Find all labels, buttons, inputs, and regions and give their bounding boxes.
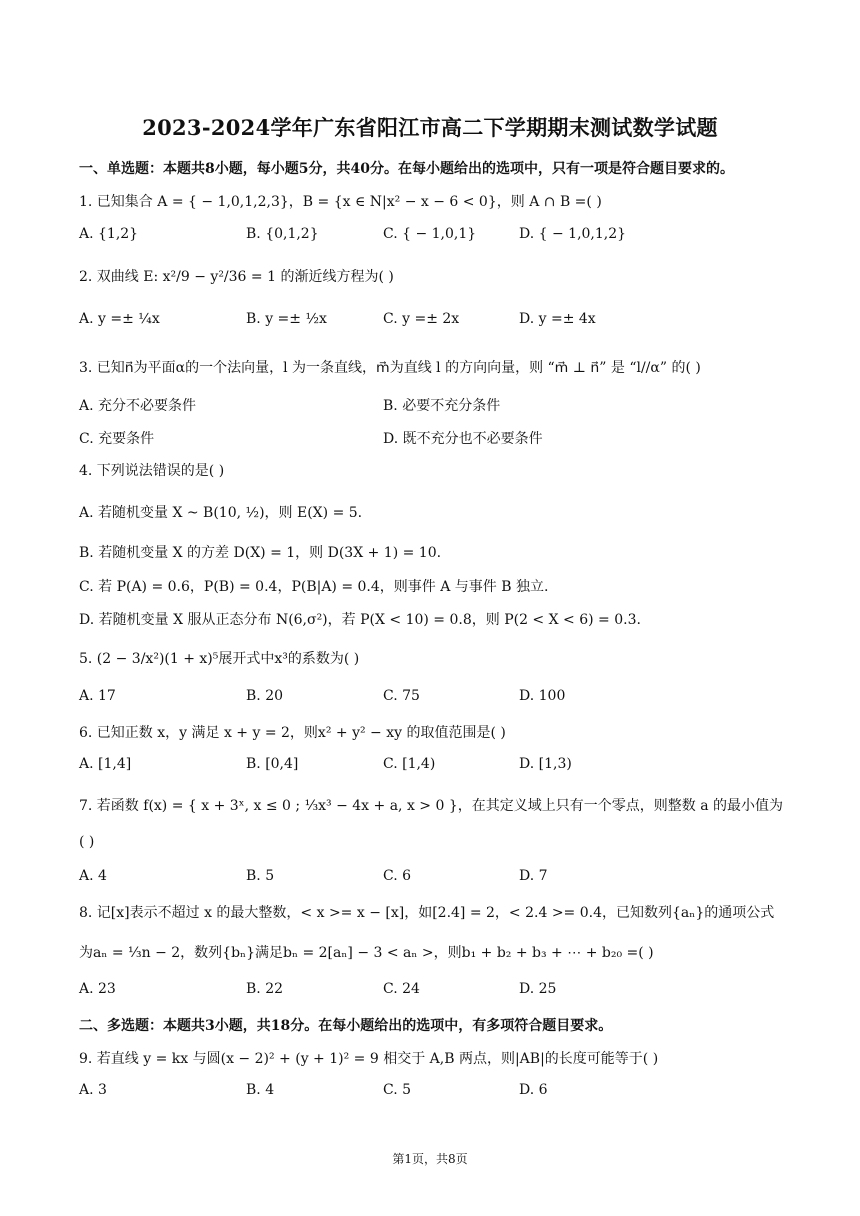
- question-3-option-a: A. 充分不必要条件: [79, 398, 197, 414]
- question-9-stem: 9. 若直线 y = kx 与圆(x − 2)² + (y + 1)² = 9 相交于 A,B 两点，则|AB|的长度可能等于( ): [79, 1051, 659, 1067]
- section-heading-single-choice: 一、单选题：本题共8小题，每小题5分，共40分。在每小题给出的选项中，只有一项是符合题目要求的。: [79, 161, 734, 177]
- question-7-stem-continued: ( ): [79, 834, 95, 850]
- question-3-option-d: D. 既不充分也不必要条件: [383, 431, 543, 447]
- question-5-stem: 5. (2 − 3/x²)(1 + x)⁵展开式中x³的系数为( ): [79, 651, 360, 667]
- question-2-option-c: C. y =± 2x: [383, 311, 460, 327]
- question-1-option-a: A. {1,2}: [79, 226, 139, 242]
- question-9-option-a: A. 3: [79, 1082, 107, 1098]
- question-6-option-a: A. [1,4]: [79, 756, 132, 772]
- question-9-option-d: D. 6: [519, 1082, 548, 1098]
- question-7-option-c: C. 6: [383, 868, 412, 884]
- question-7-option-b: B. 5: [246, 868, 275, 884]
- question-4-option-c: C. 若 P(A) = 0.6，P(B) = 0.4，P(B|A) = 0.4，则事件 A 与事件 B 独立.: [79, 579, 549, 595]
- question-1-option-d: D. { − 1,0,1,2}: [519, 226, 627, 242]
- question-7-option-d: D. 7: [519, 868, 548, 884]
- page-footer: 第1页，共8页: [392, 1152, 468, 1166]
- question-1-stem: 1. 已知集合 A = { − 1,0,1,2,3}，B = {x ∈ N|x² − x − 6 < 0}，则 A ∩ B =( ): [79, 194, 602, 210]
- question-4-stem: 4. 下列说法错误的是( ): [79, 463, 225, 479]
- question-5-option-d: D. 100: [519, 688, 566, 704]
- question-4-option-d: D. 若随机变量 X 服从正态分布 N(6,σ²)，若 P(X < 10) = 0.8，则 P(2 < X < 6) = 0.3.: [79, 612, 641, 628]
- question-9-option-c: C. 5: [383, 1082, 412, 1098]
- question-6-option-b: B. [0,4]: [246, 756, 299, 772]
- question-8-option-b: B. 22: [246, 981, 284, 997]
- question-5-option-c: C. 75: [383, 688, 420, 704]
- question-1-option-b: B. {0,1,2}: [246, 226, 319, 242]
- question-5-option-b: B. 20: [246, 688, 284, 704]
- section-heading-multiple-choice: 二、多选题：本题共3小题，共18分。在每小题给出的选项中，有多项符合题目要求。: [79, 1018, 613, 1034]
- question-8-option-a: A. 23: [79, 981, 116, 997]
- question-6-stem: 6. 已知正数 x，y 满足 x + y = 2，则x² + y² − xy 的取值范围是( ): [79, 725, 506, 741]
- question-8-stem-continued: 为aₙ = ⅓n − 2，数列{bₙ}满足bₙ = 2[aₙ] − 3 < aₙ >，则b₁ + b₂ + b₃ + ⋯ + b₂₀ =( ): [79, 945, 654, 961]
- question-2-option-b: B. y =± ½x: [246, 311, 327, 327]
- question-5-option-a: A. 17: [79, 688, 116, 704]
- question-6-option-d: D. [1,3): [519, 756, 572, 772]
- question-6-option-c: C. [1,4): [383, 756, 436, 772]
- question-2-stem: 2. 双曲线 E: x²/9 − y²/36 = 1 的渐近线方程为( ): [79, 269, 394, 285]
- question-3-option-c: C. 充要条件: [79, 431, 155, 447]
- question-8-stem: 8. 记[x]表示不超过 x 的最大整数，< x >= x − [x]，如[2.4] = 2，< 2.4 >= 0.4，已知数列{aₙ}的通项公式: [79, 905, 775, 921]
- question-8-option-c: C. 24: [383, 981, 420, 997]
- question-8-option-d: D. 25: [519, 981, 557, 997]
- question-4-option-b: B. 若随机变量 X 的方差 D(X) = 1，则 D(3X + 1) = 10.: [79, 545, 442, 561]
- question-3-option-b: B. 必要不充分条件: [383, 398, 501, 414]
- question-2-option-a: A. y =± ¼x: [79, 311, 160, 327]
- question-7-stem: 7. 若函数 f(x) = { x + 3ˣ, x ≤ 0 ; ⅓x³ − 4x + a, x > 0 }，在其定义域上只有一个零点，则整数 a 的最小值为: [79, 798, 783, 814]
- question-2-option-d: D. y =± 4x: [519, 311, 596, 327]
- question-9-option-b: B. 4: [246, 1082, 275, 1098]
- page-title: 2023-2024学年广东省阳江市高二下学期期末测试数学试题: [142, 115, 718, 140]
- question-4-option-a: A. 若随机变量 X ~ B(10, ½)，则 E(X) = 5.: [79, 505, 363, 521]
- question-3-stem: 3. 已知n⃗为平面α的一个法向量，l 为一条直线，m⃗为直线 l 的方向向量，则 “m⃗ ⊥ n⃗” 是 “l//α” 的( ): [79, 360, 701, 376]
- question-1-option-c: C. { − 1,0,1}: [383, 226, 477, 242]
- question-7-option-a: A. 4: [79, 868, 107, 884]
